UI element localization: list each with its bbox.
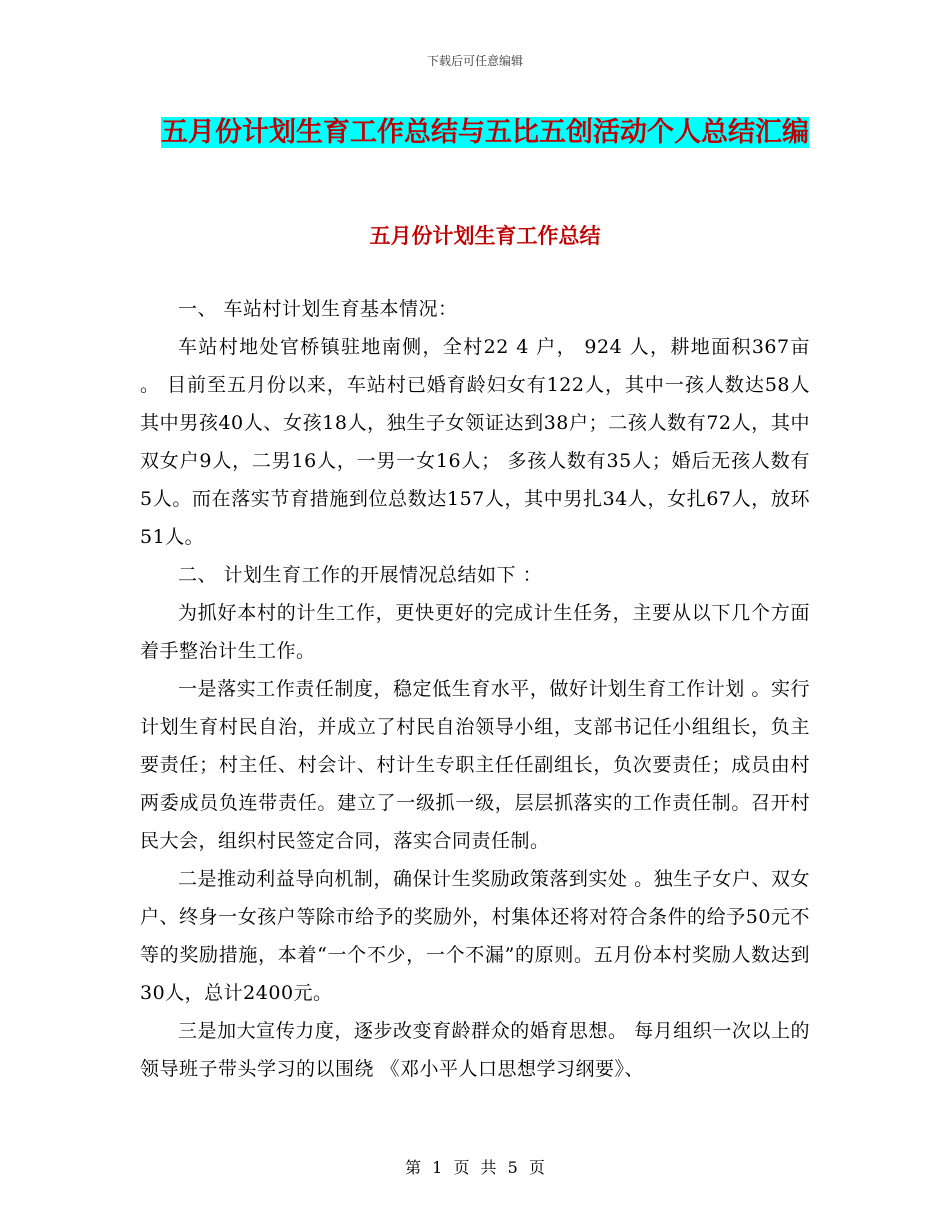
document-body (140, 290, 810, 1088)
paragraph: 车站村地处官桥镇驻地南侧，全村22 4 户， 924 人，耕地面积367亩 。 目前至五月份以来，车站村已婚育龄妇女有122人，其中一孩人数达58人其中男孩40人、女孩18人，独生子女领证达到38户；二孩人数有72人，其中双女户9人，二男16人，一男一女16人； 多孩人数有35人；婚后无孩人数有5人。而在落实节育措施到位总数达157人，其中男扎34人，女扎67人，放环51人。 (140, 336, 810, 548)
paragraph: 二是推动利益导向机制，确保计生奖励政策落到实处 。独生子女户、双女户、终身一女孩户等除市给予的奖励外，村集体还将对符合条件的给予50元不等的奖励措施，本着“一个不少，一个不漏”的原则。五月份本村奖励人数达到30人，总计2400元。 (140, 868, 810, 1004)
section-title: 五月份计划生育工作总结 (369, 224, 601, 248)
page-footer: 第 1 页 共 5 页 (405, 1158, 545, 1177)
paragraph: 为抓好本村的计生工作，更快更好的完成计生任务，主要从以下几个方面着手整治计生工作。 (140, 602, 810, 662)
document-title (140, 110, 830, 156)
paragraph: 一、 车站村计划生育基本情况： (178, 298, 458, 320)
paragraph: 一是落实工作责任制度，稳定低生育水平，做好计划生育工作计划 。实行计划生育村民自治，并成立了村民自治领导小组，支部书记任小组组长，负主要责任；村主任、村会计、村计生专职主任任副组长，负次要责任；成员由村两委成员负连带责任。建立了一级抓一级，层层抓落实的工作责任制。召开村民大会，组织村民签定合同，落实合同责任制。 (140, 678, 810, 852)
paragraph: 二、 计划生育工作的开展情况总结如下 ： (178, 564, 543, 586)
paragraph: 三是加大宣传力度，逐步改变育龄群众的婚育思想。 每月组织一次以上的领导班子带头学习的以围绕 《邓小平人口思想学习纲要》、 (140, 1020, 810, 1080)
document-title-text: 五月份计划生育工作总结与五比五创活动个人总结汇编 (161, 117, 809, 148)
header-note: 下载后可任意编辑 (426, 54, 523, 68)
